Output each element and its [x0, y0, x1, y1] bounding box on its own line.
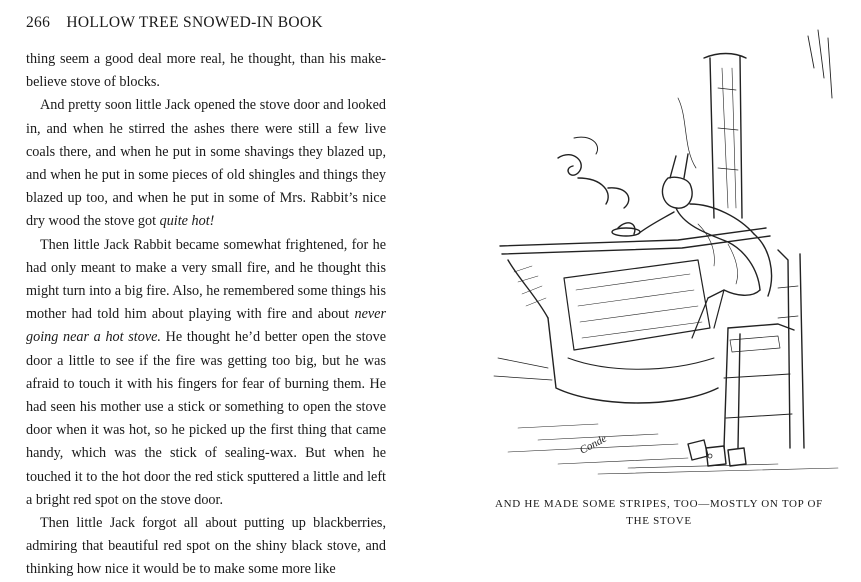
paragraph-3 — [26, 234, 386, 512]
rabbit-figure-drawing — [638, 154, 772, 338]
page-number: 266 — [26, 14, 51, 31]
left-page — [0, 0, 400, 578]
paragraph-3-emphasis: never going near a hot stove. — [26, 306, 386, 346]
paragraph-3-text-a: Then little Jack Rabbit became somewhat frightened, for he had only meant to make a very small fire, and he thought this might turn into a big fire. Also, he remembered some things his mother had told him about playing with fire and about — [26, 236, 386, 323]
blocks-drawing — [688, 440, 746, 466]
paragraph-3-text-b: He thought he’d better open the stove door a little to see if the fire was getting too big, but he was afraid to touch it with his fingers for fear of burning them. He had seen his mother use a stick or something to open the stove door when it was hot, so he picked up the first thing that came handy, which was the stick of sealing-wax. But when he touched it to the hot door the red stick sputtered a little and left a bright red spot on the stove door. — [26, 329, 386, 508]
stovepipe-drawing — [678, 30, 832, 218]
running-title: HOLLOW TREE SNOWED-IN BOOK — [66, 14, 323, 31]
artist-signature: Conde — [577, 432, 609, 457]
chair-drawing — [724, 250, 804, 448]
running-header — [26, 14, 323, 32]
paragraph-1: thing seem a good deal more real, he thought, than his make-believe stove of blocks. — [26, 51, 386, 91]
shading-drawing — [514, 266, 546, 306]
paragraph-4: Then little Jack forgot all about putting up blackberries, admiring that beautiful red spot on the shiny black stove, and thinking how nice it would be to make some more like — [26, 515, 386, 578]
caption-line-2: THE STOVE — [626, 515, 692, 527]
paragraph-2-text: And pretty soon little Jack opened the stove door and looked in, and when he stirred the ashes there were still a few live coals there, and when he put in some shavings they blazed up, and when he put in some pieces of old shingles and things they blazed up too, and when he put in some of Mrs. Rabbit’s nice dry wood the stove got — [26, 97, 386, 230]
paragraph-2-emphasis: quite hot! — [159, 213, 215, 230]
stove-drawing — [494, 223, 770, 403]
floor-drawing — [508, 424, 838, 474]
illustration-caption — [474, 496, 844, 530]
body-text — [26, 48, 386, 582]
rabbit-stove-illustration — [478, 28, 853, 478]
smoke-drawing — [558, 137, 629, 208]
paragraph-2 — [26, 94, 386, 233]
caption-line-1: AND HE MADE SOME STRIPES, TOO—MOSTLY ON TOP OF — [494, 498, 824, 510]
right-page — [460, 0, 861, 565]
